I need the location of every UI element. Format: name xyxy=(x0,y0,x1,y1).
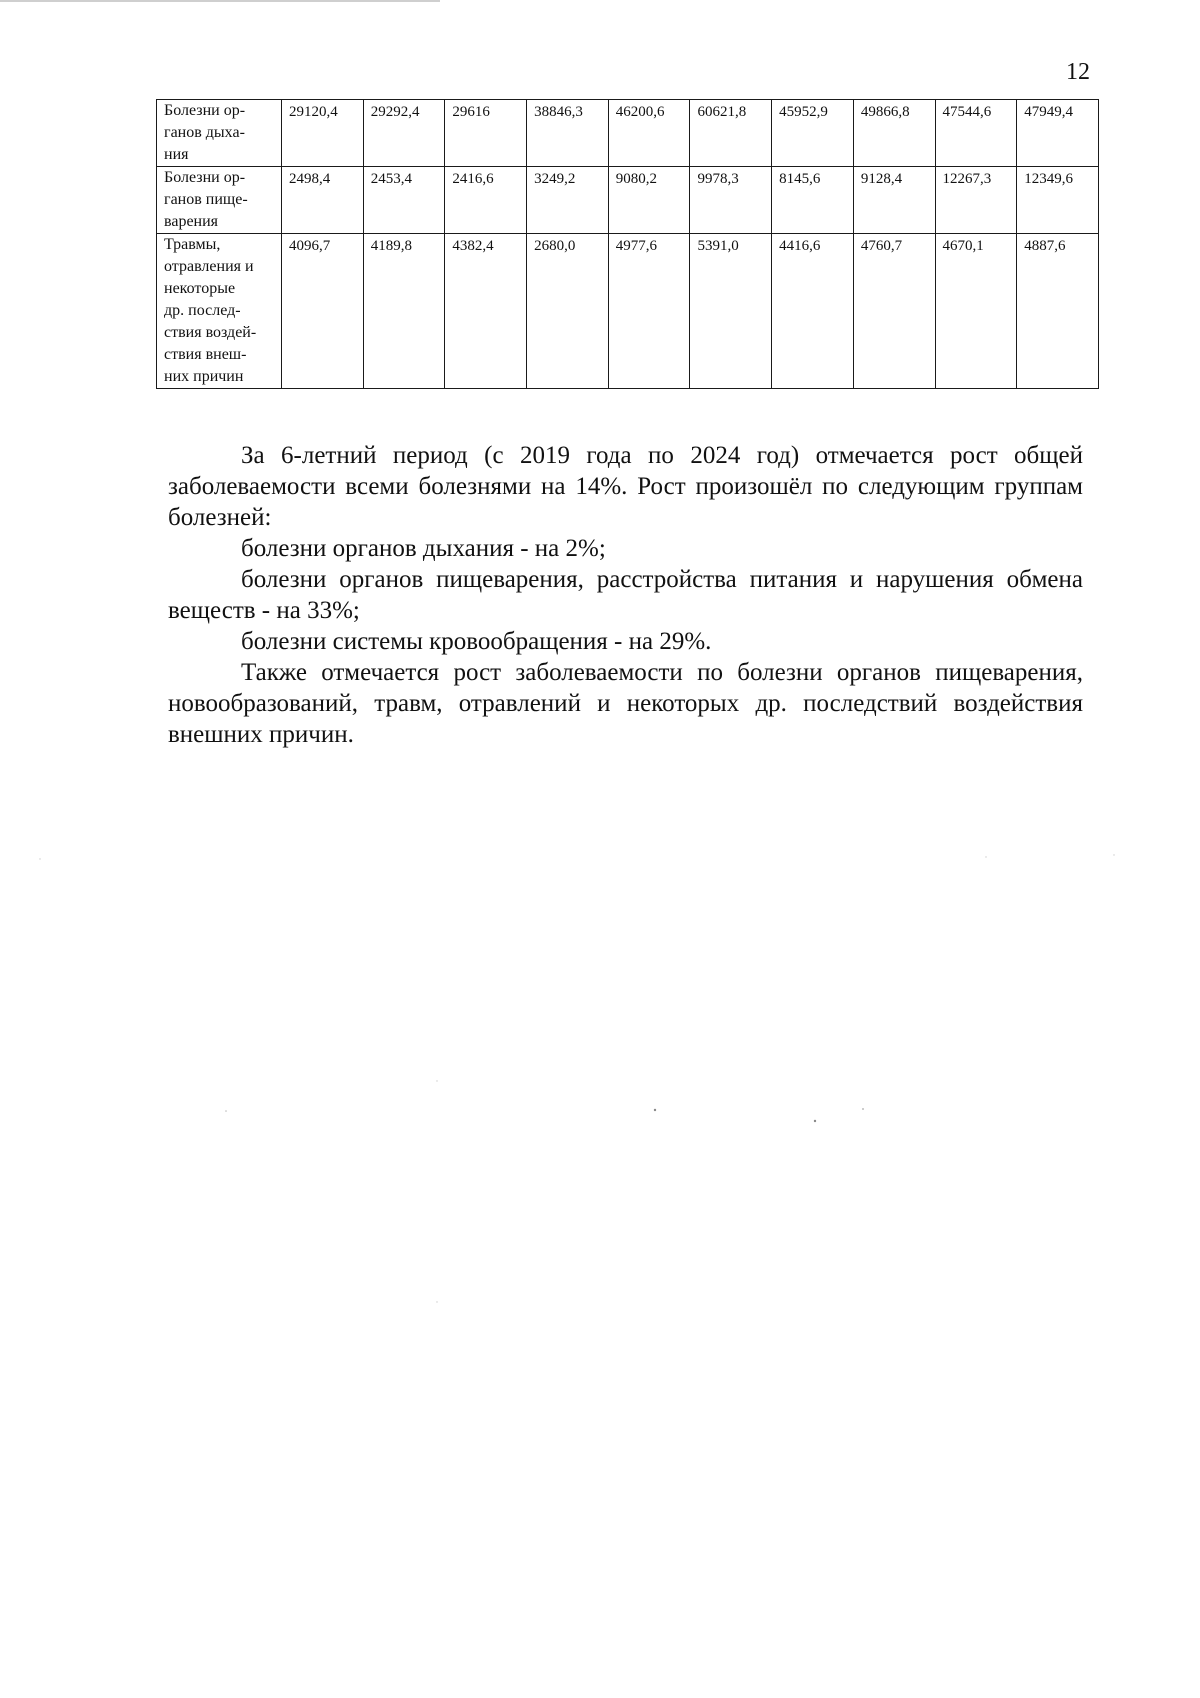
table-cell: 47544,6 xyxy=(935,100,1017,167)
table-cell: 29120,4 xyxy=(282,100,364,167)
table-cell: 4096,7 xyxy=(282,234,364,389)
label-line: ния xyxy=(164,146,189,163)
label-line: др. послед- xyxy=(164,302,241,319)
table-cell: 4189,8 xyxy=(363,234,445,389)
table-cell: 4977,6 xyxy=(608,234,690,389)
page-number: 12 xyxy=(1066,59,1090,85)
list-item-digestive: болезни органов пищеварения, расстройства питания и нарушения обмена веществ - на 33%; xyxy=(168,566,1083,624)
table-cell: 46200,6 xyxy=(608,100,690,167)
table-cell: 4382,4 xyxy=(445,234,527,389)
list-item-respiratory: болезни органов дыхания - на 2%; xyxy=(241,535,606,562)
body-text xyxy=(168,440,1083,750)
table-cell: 38846,3 xyxy=(527,100,609,167)
table-cell: 4416,6 xyxy=(772,234,854,389)
table-row xyxy=(157,234,1099,389)
list-item-circulatory: болезни системы кровообращения - на 29%. xyxy=(241,628,712,655)
table-cell: 49866,8 xyxy=(853,100,935,167)
row-label xyxy=(157,234,282,389)
label-line: Болезни ор- xyxy=(164,169,246,186)
paragraph-additional-growth: Также отмечается рост заболеваемости по болезни органов пищеварения, новообразований, травм, отравлений и некоторых др. последствий воздействия внешних причин. xyxy=(168,659,1083,748)
label-line: некоторые xyxy=(164,280,236,297)
table-cell: 60621,8 xyxy=(690,100,772,167)
table-cell: 9128,4 xyxy=(853,167,935,234)
table-row xyxy=(157,167,1099,234)
table-cell: 2416,6 xyxy=(445,167,527,234)
row-label xyxy=(157,167,282,234)
table-cell: 4670,1 xyxy=(935,234,1017,389)
morbidity-table xyxy=(156,99,1099,389)
label-line: них причин xyxy=(164,368,244,385)
paragraph-growth-summary: За 6-летний период (с 2019 года по 2024 год) отмечается рост общей заболеваемости всеми болезнями на 14%. Рост произошёл по следующим группам болезней: xyxy=(168,442,1083,531)
table-cell: 4887,6 xyxy=(1017,234,1099,389)
table-cell: 2453,4 xyxy=(363,167,445,234)
scan-top-rule xyxy=(0,0,440,2)
table-cell: 12349,6 xyxy=(1017,167,1099,234)
table-cell: 29616 xyxy=(445,100,527,167)
table-cell: 2498,4 xyxy=(282,167,364,234)
table-cell: 8145,6 xyxy=(772,167,854,234)
label-line: варения xyxy=(164,213,219,230)
table-cell: 29292,4 xyxy=(363,100,445,167)
table-cell: 45952,9 xyxy=(772,100,854,167)
label-line: ганов пище- xyxy=(164,191,248,208)
label-line: ствия воздей- xyxy=(164,324,257,341)
label-line: Болезни ор- xyxy=(164,102,246,119)
table-cell: 12267,3 xyxy=(935,167,1017,234)
table-cell: 2680,0 xyxy=(527,234,609,389)
label-line: Травмы, xyxy=(164,236,221,253)
label-line: отравления и xyxy=(164,258,254,275)
table-cell: 3249,2 xyxy=(527,167,609,234)
row-label xyxy=(157,100,282,167)
table-cell: 4760,7 xyxy=(853,234,935,389)
table-cell: 9080,2 xyxy=(608,167,690,234)
table-row xyxy=(157,100,1099,167)
label-line: ганов дыха- xyxy=(164,124,245,141)
table-cell: 5391,0 xyxy=(690,234,772,389)
label-line: ствия внеш- xyxy=(164,346,247,363)
table-cell: 9978,3 xyxy=(690,167,772,234)
table-cell: 47949,4 xyxy=(1017,100,1099,167)
